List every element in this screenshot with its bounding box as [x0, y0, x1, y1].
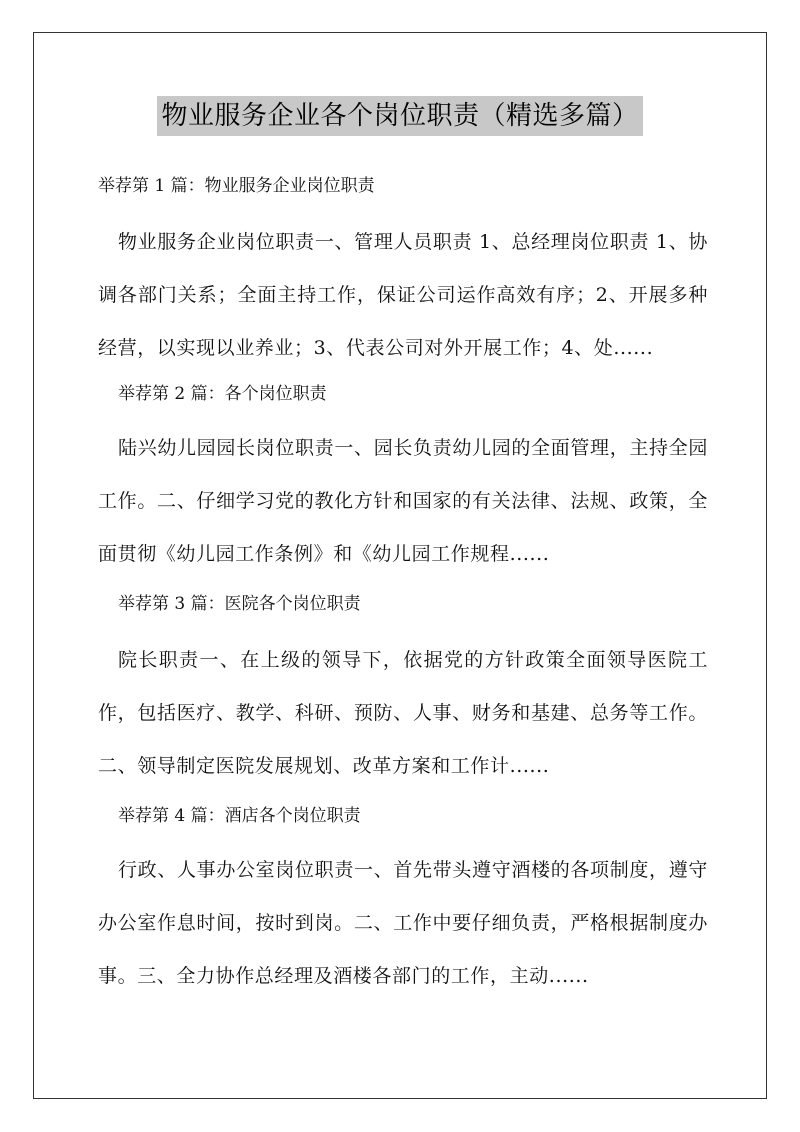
section-body: 物业服务企业岗位职责一、管理人员职责 1、总经理岗位职责 1、协调各部门关系；全面主持工作，保证公司运作高效有序；2、开展多种经营，以实现以业养业；3、代表公司对外开展工作；4、处......	[98, 231, 708, 359]
section-1-body-wrap	[98, 216, 708, 375]
section-4-body-wrap	[98, 844, 708, 1003]
title-wrapper	[0, 96, 800, 136]
section-heading: 举荐第 2 篇：各个岗位职责	[118, 384, 327, 404]
section-4	[98, 804, 708, 828]
section-heading: 举荐第 4 篇：酒店各个岗位职责	[118, 806, 361, 826]
section-3-body-wrap	[98, 634, 708, 793]
section-heading: 举荐第 3 篇：医院各个岗位职责	[118, 594, 361, 614]
section-3	[98, 592, 708, 616]
section-body: 陆兴幼儿园园长岗位职责一、园长负责幼儿园的全面管理，主持全园工作。二、仔细学习党的教化方针和国家的有关法律、法规、政策，全面贯彻《幼儿园工作条例》和《幼儿园工作规程......	[98, 437, 708, 565]
document-title: 物业服务企业各个岗位职责（精选多篇）	[157, 96, 642, 136]
section-2-body-wrap	[98, 422, 708, 581]
section-1	[98, 174, 708, 198]
section-body: 行政、人事办公室岗位职责一、首先带头遵守酒楼的各项制度，遵守办公室作息时间，按时到岗。二、工作中要仔细负责，严格根据制度办事。三、全力协作总经理及酒楼各部门的工作，主动......	[98, 859, 708, 987]
section-2	[98, 382, 708, 406]
section-body: 院长职责一、在上级的领导下，依据党的方针政策全面领导医院工作，包括医疗、教学、科研、预防、人事、财务和基建、总务等工作。二、领导制定医院发展规划、改革方案和工作计......	[98, 649, 708, 777]
section-heading: 举荐第 1 篇：物业服务企业岗位职责	[98, 176, 375, 196]
